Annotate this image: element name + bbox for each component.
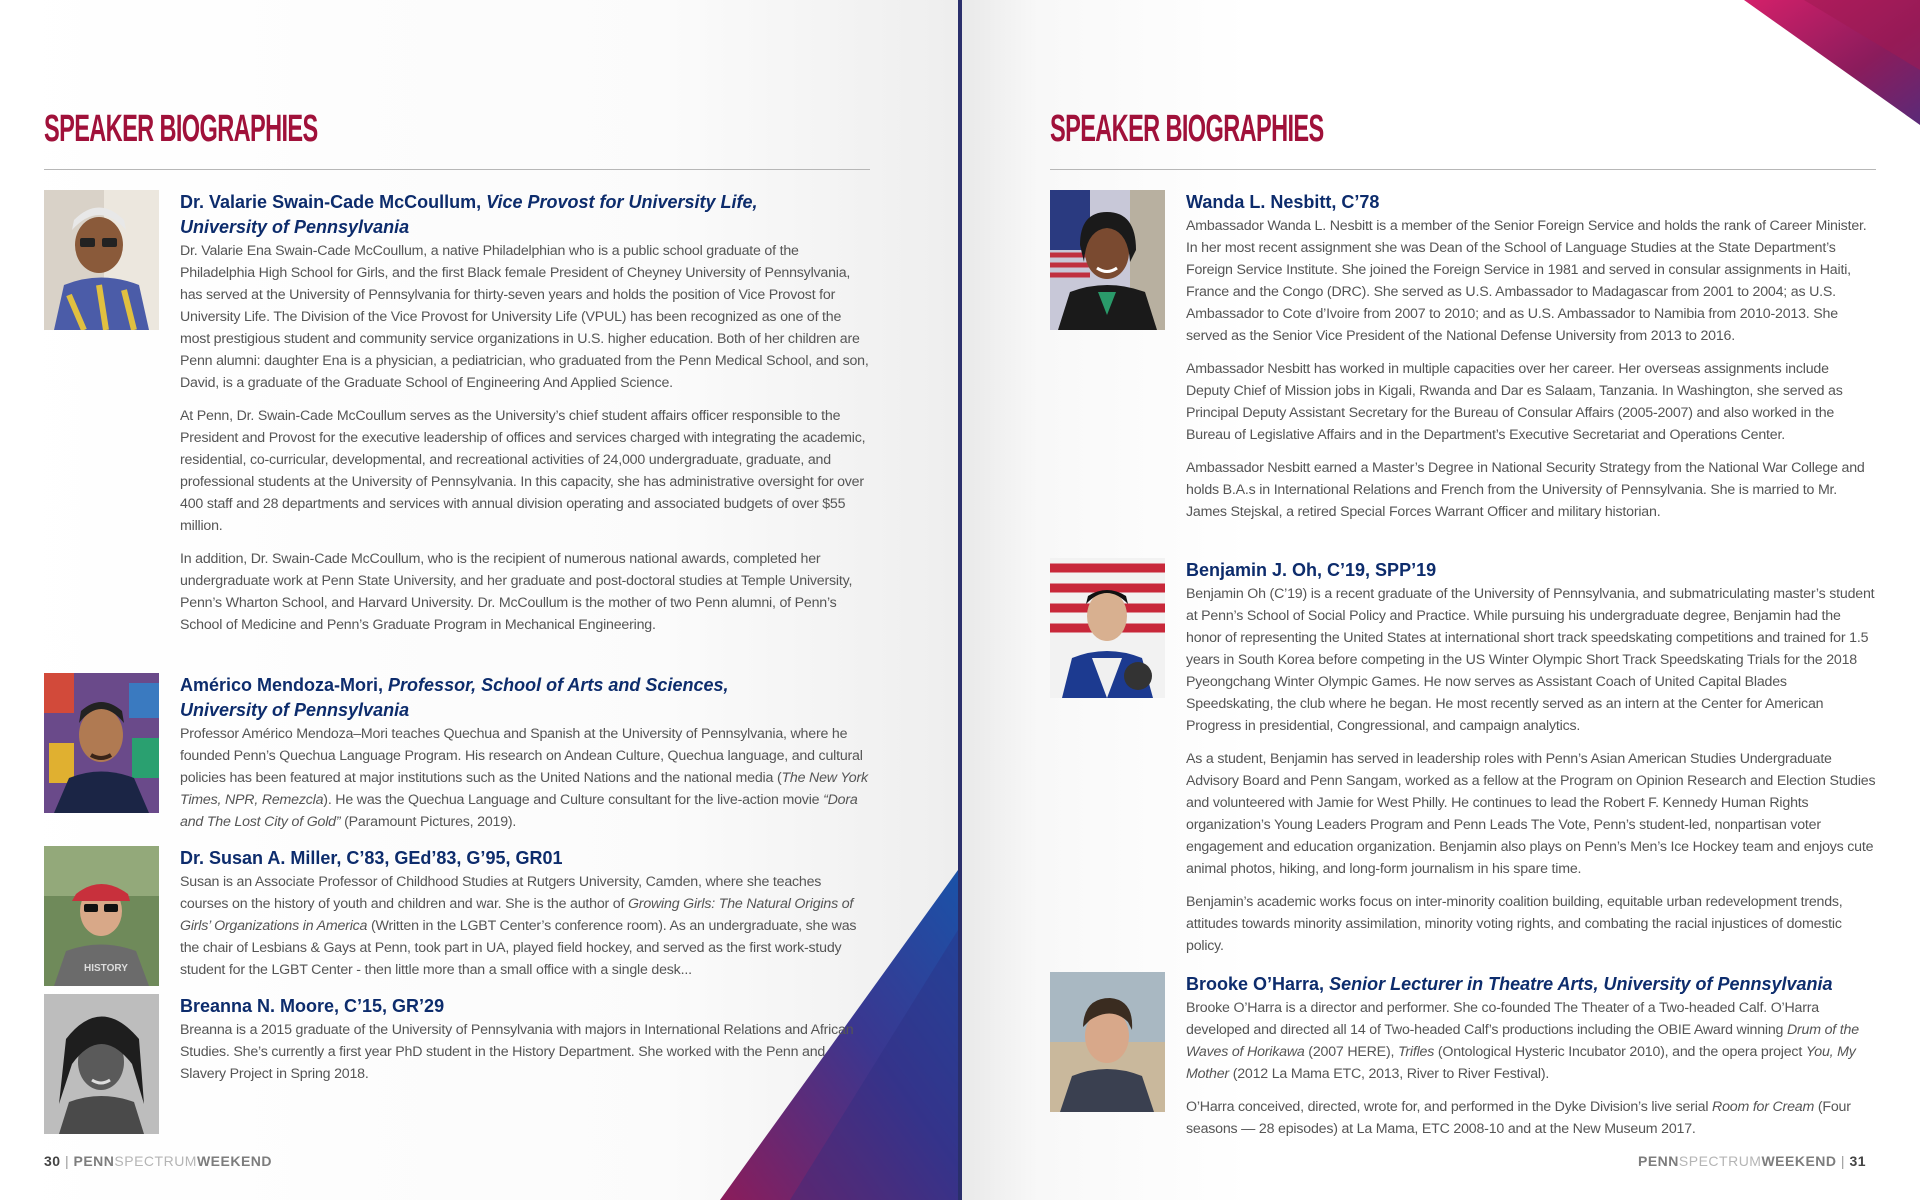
bio-paragraph: Ambassador Nesbitt earned a Master’s Degree in National Security Strategy from the National War College and holds B.A.s in International Relations and French from the University of Pennsylvania. She is married to Mr. James Stejskal, a retired Special Forces Warrant Officer and military historian. xyxy=(1186,460,1865,520)
speaker-name: Brooke O’Harra, xyxy=(1186,974,1325,994)
speaker-photo xyxy=(44,846,159,986)
speaker-affiliation: University of Pennsylvania xyxy=(180,700,410,720)
speaker-photo xyxy=(44,994,159,1134)
right-page xyxy=(962,0,1920,1200)
speaker-heading xyxy=(1186,558,1876,583)
footer-separator: | xyxy=(1840,1153,1846,1169)
bio-paragraph: In addition, Dr. Swain-Cade McCoullum, who is the recipient of numerous national awards, completed her undergraduate work at Penn State University, and her graduate and post-doctoral studies at Temple University, Penn’s Wharton School, and Harvard University. Dr. McCoullum is the mother of two Penn alumni, of Penn’s School of Medicine and Penn’s Graduate Program in Mechanical Engineering. xyxy=(180,551,853,633)
speaker-heading xyxy=(180,846,870,871)
speaker-heading xyxy=(1186,190,1876,215)
speaker-role: Vice Provost for University Life, xyxy=(486,192,758,212)
speaker-name: Dr. Valarie Swain-Cade McCoullum, xyxy=(180,192,482,212)
footer-brand-weekend: WEEKEND xyxy=(1761,1153,1837,1169)
speaker-name: Dr. Susan A. Miller, C’83, GEd’83, G’95, GR01 xyxy=(180,848,563,868)
speaker-name: Wanda L. Nesbitt, C’78 xyxy=(1186,192,1380,212)
speaker-heading xyxy=(180,994,870,1019)
speaker-name: Breanna N. Moore, C’15, GR’29 xyxy=(180,996,445,1016)
bio-paragraph: As a student, Benjamin has served in leadership roles with Penn’s Asian American Studies Undergraduate Advisory Board and Penn Sangam, worked as a fellow at the Program on Opinion Research and Election Studies and volunteered with Jamie for West Philly. He continues to lead the Robert F. Kennedy Human Rights organization’s Young Leaders Program and Penn Leads The Vote, Penn’s student-led, nonpartisan voter engagement and education organization. Benjamin also plays on Penn’s Men’s Ice Hockey team and enjoys cute animal photos, hiking, and long-form journalism in his spare time. xyxy=(1186,751,1876,877)
left-page xyxy=(0,0,958,1200)
footer-separator: | xyxy=(64,1153,70,1169)
page-footer xyxy=(44,1153,272,1169)
footer-brand-penn: PENN xyxy=(73,1153,115,1169)
speaker-role: Professor, School of Arts and Sciences, xyxy=(388,675,729,695)
section-title: SPEAKER BIOGRAPHIES xyxy=(1050,108,1324,150)
bio-paragraph: O’Harra conceived, directed, wrote for, and performed in the Dyke Division’s live serial Room for Cream (Four seasons — 28 episodes) at La Mama, ETC 2008-10 and at the New Museum 2017. xyxy=(1186,1099,1851,1137)
footer-brand-penn: PENN xyxy=(1638,1153,1679,1169)
svg-text:HISTORY: HISTORY xyxy=(84,963,128,974)
bio-paragraph: Ambassador Nesbitt has worked in multiple capacities over her career. Her overseas assignments include Deputy Chief of Mission jobs in Kigali, Rwanda and Dar es Salaam, Tanzania. In Washington, she served as Principal Deputy Assistant Secretary for the Bureau of Consular Affairs (2005-2007) and also worked in the Bureau of Legislative Affairs and in the Department’s Executive Secretariat and Operations Center. xyxy=(1186,361,1843,443)
section-title: SPEAKER BIOGRAPHIES xyxy=(44,108,318,150)
speaker-heading xyxy=(1186,972,1876,997)
corner-triangle-decoration xyxy=(1744,0,1920,125)
speaker-photo xyxy=(44,190,159,330)
speaker-role: Senior Lecturer in Theatre Arts, University of Pennsylvania xyxy=(1329,974,1833,994)
bio-paragraph: Susan is an Associate Professor of Childhood Studies at Rutgers University, Camden, where she teaches courses on the history of youth and children and war. She is the author of Growing Girls: The Natural Origins of Girls’ Organizations in America (Written in the LGBT Center’s conference room). As an undergraduate, she was the chair of Lesbians & Gays at Penn, took part in UA, played field hockey, and served as the first work-study student for the LGBT Center - then little more than a small office with a single desk... xyxy=(180,874,857,978)
bio-paragraph: Benjamin’s academic works focus on inter-minority coalition building, equitable urban redevelopment trends, attitudes towards minority assimilation, minority voting rights, and combating the racial injustices of domestic policy. xyxy=(1186,894,1843,954)
speaker-name: Benjamin J. Oh, C’19, SPP’19 xyxy=(1186,560,1437,580)
footer-brand-spectrum: SPECTRUM xyxy=(1678,1153,1762,1169)
speaker-photo xyxy=(1050,972,1165,1112)
title-rule xyxy=(1050,169,1876,170)
bio-paragraph: Benjamin Oh (C’19) is a recent graduate of the University of Pennsylvania, and submatriculating master’s student at Penn’s School of Social Policy and Practice. While pursuing his undergraduate degree, Benjamin had the honor of representing the United States at international short track speedskating competitions and trained for 1.5 years in South Korea before competing in the US Winter Olympic Short Track Speedskating Trials for the 2018 Pyeongchang Winter Olympic Games. He now serves as Assistant Coach of United Capital Blades Speedskating, the club where he began. He most recently served as an intern at the Center for American Progress in presidential, Congressional, and campaign analytics. xyxy=(1186,586,1875,734)
speaker-photo xyxy=(1050,190,1165,330)
title-rule xyxy=(44,169,870,170)
footer-brand-spectrum: SPECTRUM xyxy=(114,1153,197,1169)
bio-paragraph: Professor Américo Mendoza–Mori teaches Quechua and Spanish at the University of Pennsylvania, where he founded Penn’s Quechua Language Program. His research on Andean Culture, Quechua language, and cultural policies has been featured at major institutions such as the United Nations and the national media (The New York Times, NPR, Remezcla). He was the Quechua Language and Culture consultant for the live-action movie “Dora and The Lost City of Gold” (Paramount Pictures, 2019). xyxy=(180,726,868,830)
bio-paragraph: Ambassador Wanda L. Nesbitt is a member of the Senior Foreign Service and holds the rank of Career Minister. In her most recent assignment she was Dean of the School of Language Studies at the State Department’s Foreign Service Institute. She joined the Foreign Service in 1981 and served in consular assignments in Haiti, France and the Congo (DRC). She served as U.S. Ambassador to Madagascar from 2001 to 2004; as U.S. Ambassador to Cote d’Ivoire from 2007 to 2010; and as U.S. Ambassador to Namibia from 2010-2013. She served as the Senior Vice President of the National Defense University from 2013 to 2016. xyxy=(1186,218,1867,344)
bio-paragraph: Breanna is a 2015 graduate of the University of Pennsylvania with majors in International Relations and African Studies. She’s currently a first year PhD student in the History Department. She worked with the Penn and Slavery Project in Spring 2018. xyxy=(180,1022,854,1082)
speaker-name: Américo Mendoza-Mori, xyxy=(180,675,384,695)
page-number: 31 xyxy=(1849,1153,1867,1169)
footer-brand-weekend: WEEKEND xyxy=(196,1153,273,1169)
speaker-heading xyxy=(180,190,870,240)
speaker-affiliation: University of Pennsylvania xyxy=(180,217,410,237)
page-footer xyxy=(1638,1153,1866,1169)
speaker-heading xyxy=(180,673,870,723)
speaker-photo xyxy=(44,673,159,813)
page-number: 30 xyxy=(44,1153,61,1169)
bio-paragraph: At Penn, Dr. Swain-Cade McCoullum serves as the University’s chief student affairs officer responsible to the President and Provost for the executive leadership of offices and services charged with integrating the academic, residential, co-curricular, developmental, and recreational activities of 24,000 undergraduate, graduate, and professional students at the University of Pennsylvania. In this capacity, she has administrative oversight for over 400 staff and 28 departments and services with annual division operating and associated budgets of over $55 million. xyxy=(180,408,866,534)
bio-paragraph: Dr. Valarie Ena Swain-Cade McCoullum, a native Philadelphian who is a public school graduate of the Philadelphia High School for Girls, and the first Black female President of Cheyney University of Pennsylvania, has served at the University of Pennsylvania for thirty-seven years and holds the position of Vice Provost for University Life. The Division of the Vice Provost for University Life (VPUL) has been recognized as one of the most prestigious student and community service organizations in U.S. higher education. Both of her children are Penn alumni: daughter Ena is a physician, a pediatrician, who graduated from the Penn Medical School, and son, David, is a graduate of the Graduate School of Engineering And Applied Science. xyxy=(180,243,869,391)
bio-paragraph: Brooke O’Harra is a director and performer. She co-founded The Theater of a Two-headed Calf. O’Harra developed and directed all 14 of Two-headed Calf’s productions including the OBIE Award winning Drum of the Waves of Horikawa (2007 HERE), Trifles (Ontological Hysteric Incubator 2010), and the opera project You, My Mother (2012 La Mama ETC, 2013, River to River Festival). xyxy=(1186,1000,1859,1082)
speaker-photo xyxy=(1050,558,1165,698)
